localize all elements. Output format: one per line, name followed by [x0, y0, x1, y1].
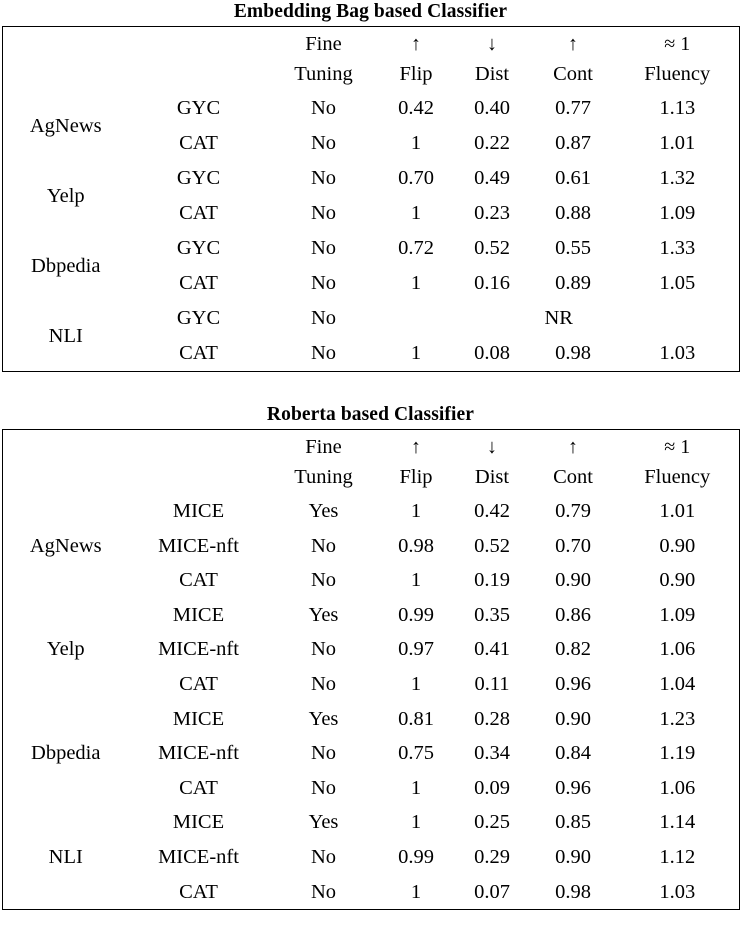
fine-tuning-cell: No — [310, 97, 337, 120]
fluency-value-cell: 1.03 — [659, 342, 696, 365]
column-header-fluency — [616, 27, 740, 92]
fluency-value-cell: 1.05 — [659, 272, 696, 295]
column-header-dataset — [3, 27, 129, 92]
cont-value-cell: 0.98 — [555, 342, 591, 365]
cont-value-cell: 0.86 — [555, 603, 591, 626]
fine-tuning-cell: No — [310, 237, 337, 260]
flip-value-cell: 0.81 — [398, 707, 434, 730]
column-header-cont — [531, 27, 616, 92]
method-cell: MICE-nft — [158, 638, 239, 661]
cont-value-cell: 0.88 — [555, 202, 591, 225]
flip-value-cell: 1 — [410, 342, 422, 365]
metric-header-stack — [379, 430, 454, 494]
dataset-cell: AgNews — [29, 114, 102, 137]
column-header-fluency — [616, 430, 740, 495]
metric-header-stack — [531, 430, 616, 494]
column-header-fine-tuning — [269, 27, 379, 92]
fine-tuning-header-stack — [269, 430, 379, 494]
fine-tuning-cell: No — [310, 569, 337, 592]
metric-header-label: Fluency — [644, 466, 711, 488]
fine-tuning-cell: No — [310, 638, 337, 661]
flip-value-cell: 0.99 — [398, 845, 434, 868]
fine-tuning-cell: Yes — [308, 500, 339, 523]
cont-value-cell: 0.98 — [555, 880, 591, 903]
column-header-cont — [531, 430, 616, 495]
fine-tuning-cell: Yes — [308, 811, 339, 834]
fine-tuning-cell: No — [310, 845, 337, 868]
dataset-cell: Yelp — [46, 638, 85, 661]
method-cell: GYC — [176, 307, 221, 330]
column-header-flip — [379, 27, 454, 92]
dist-value-cell: 0.49 — [474, 167, 510, 190]
fluency-value-cell: 0.90 — [659, 534, 696, 557]
method-cell: CAT — [179, 202, 218, 225]
dataset-cell: Yelp — [46, 184, 85, 207]
embedding-bag-table-title: Embedding Bag based Classifier — [233, 1, 508, 22]
fine-tuning-header-line2: Tuning — [294, 63, 353, 85]
cont-value-cell: 0.79 — [555, 500, 591, 523]
flip-value-cell: 1 — [410, 880, 422, 903]
fluency-value-cell: 1.03 — [659, 880, 696, 903]
dist-value-cell: 0.25 — [474, 811, 510, 834]
table-header-row — [3, 430, 740, 495]
flip-value-cell: 1 — [410, 132, 422, 155]
fine-tuning-cell: No — [310, 673, 337, 696]
column-header-dataset — [3, 430, 129, 495]
method-cell: CAT — [179, 272, 218, 295]
flip-value-cell: 0.75 — [398, 742, 434, 765]
method-cell: CAT — [179, 569, 218, 592]
dist-value-cell: 0.41 — [474, 638, 510, 661]
method-cell: GYC — [176, 97, 221, 120]
flip-value-cell: 1 — [410, 272, 422, 295]
cont-value-cell: 0.55 — [555, 237, 591, 260]
dist-value-cell: 0.28 — [474, 707, 510, 730]
fine-tuning-header-stack — [269, 27, 379, 91]
dist-value-cell: 0.52 — [474, 237, 510, 260]
cont-value-cell: 0.82 — [555, 638, 591, 661]
flip-value-cell: 1 — [410, 811, 422, 834]
fine-tuning-header-line2: Tuning — [294, 466, 353, 488]
dist-value-cell: 0.07 — [474, 880, 510, 903]
fine-tuning-cell: Yes — [308, 707, 339, 730]
fluency-value-cell: 1.04 — [659, 673, 696, 696]
dataset-cell: AgNews — [29, 534, 102, 557]
fine-tuning-cell: Yes — [308, 603, 339, 626]
table-row — [3, 702, 740, 737]
table-row — [3, 301, 740, 336]
dist-value-cell: 0.11 — [474, 673, 510, 696]
flip-value-cell: 0.70 — [398, 167, 434, 190]
metric-header-stack — [454, 27, 531, 91]
flip-value-cell: 0.42 — [398, 97, 434, 120]
dataset-cell: Dbpedia — [31, 254, 101, 277]
cont-value-cell: 0.84 — [555, 742, 591, 765]
fine-tuning-cell: No — [310, 776, 337, 799]
metric-direction-arrow-icon: ↑ — [568, 33, 578, 55]
table-header-row — [3, 27, 740, 92]
dist-value-cell: 0.22 — [474, 132, 510, 155]
cont-value-cell: 0.77 — [555, 97, 591, 120]
dist-value-cell: 0.34 — [474, 742, 510, 765]
fluency-value-cell: 1.09 — [659, 202, 696, 225]
metric-header-label: Flip — [399, 466, 433, 488]
metric-direction-arrow-icon: ≈ 1 — [664, 33, 691, 55]
method-cell: MICE — [172, 707, 225, 730]
cont-value-cell: 0.90 — [555, 707, 591, 730]
metric-direction-arrow-icon: ↑ — [568, 436, 578, 458]
fine-tuning-cell: No — [310, 342, 337, 365]
flip-value-cell: 0.98 — [398, 534, 434, 557]
table-row — [3, 231, 740, 266]
cont-value-cell: 0.89 — [555, 272, 591, 295]
fine-tuning-cell: No — [310, 132, 337, 155]
roberta-table-block — [0, 403, 741, 910]
fine-tuning-cell: No — [310, 167, 337, 190]
metric-header-stack — [616, 430, 740, 494]
fluency-value-cell: 1.13 — [659, 97, 696, 120]
column-header-flip — [379, 430, 454, 495]
flip-value-cell: 0.72 — [398, 237, 434, 260]
dist-value-cell: 0.42 — [474, 500, 510, 523]
roberta-table — [2, 429, 740, 910]
method-cell: CAT — [179, 673, 218, 696]
fluency-value-cell: 1.06 — [659, 776, 696, 799]
method-cell: MICE-nft — [158, 534, 239, 557]
fluency-value-cell: 1.23 — [659, 707, 696, 730]
fluency-value-cell: 0.90 — [659, 569, 696, 592]
column-header-dist — [454, 27, 531, 92]
dist-value-cell: 0.40 — [474, 97, 510, 120]
method-cell: CAT — [179, 880, 218, 903]
flip-value-cell: 1 — [410, 673, 422, 696]
table-row — [3, 598, 740, 633]
flip-value-cell: 1 — [410, 776, 422, 799]
dataset-cell: NLI — [48, 845, 83, 868]
column-header-method — [129, 430, 269, 495]
metric-direction-arrow-icon: ↑ — [411, 436, 421, 458]
metric-direction-arrow-icon: ↓ — [487, 436, 497, 458]
metric-direction-arrow-icon: ↑ — [411, 33, 421, 55]
dist-value-cell: 0.09 — [474, 776, 510, 799]
fine-tuning-cell: No — [310, 880, 337, 903]
metric-header-label: Cont — [553, 63, 593, 85]
cont-value-cell: 0.96 — [555, 673, 591, 696]
fluency-value-cell: 1.14 — [659, 811, 696, 834]
flip-value-cell: 1 — [410, 500, 422, 523]
not-reported-cell: NR — [544, 307, 573, 330]
dist-value-cell: 0.52 — [474, 534, 510, 557]
dist-value-cell: 0.29 — [474, 845, 510, 868]
fluency-value-cell: 1.19 — [659, 742, 696, 765]
method-cell: MICE-nft — [158, 742, 239, 765]
column-header-dist — [454, 430, 531, 495]
metric-header-label: Dist — [474, 466, 510, 488]
dist-value-cell: 0.16 — [474, 272, 510, 295]
metric-header-label: Fluency — [644, 63, 711, 85]
fluency-value-cell: 1.12 — [659, 845, 696, 868]
fine-tuning-cell: No — [310, 534, 337, 557]
metric-direction-arrow-icon: ↓ — [487, 33, 497, 55]
embedding-bag-table-block — [0, 0, 741, 372]
method-cell: MICE — [172, 500, 225, 523]
embedding-bag-table — [2, 26, 740, 372]
table-row — [3, 161, 740, 196]
metric-header-label: Cont — [553, 466, 593, 488]
fine-tuning-cell: No — [310, 272, 337, 295]
fluency-value-cell: 1.06 — [659, 638, 696, 661]
method-cell: CAT — [179, 776, 218, 799]
roberta-table-title: Roberta based Classifier — [266, 404, 475, 425]
fine-tuning-cell: No — [310, 202, 337, 225]
dist-value-cell: 0.35 — [474, 603, 510, 626]
table-body — [3, 27, 740, 372]
flip-value-cell: 1 — [410, 202, 422, 225]
cont-value-cell: 0.96 — [555, 776, 591, 799]
dataset-cell: NLI — [48, 324, 83, 347]
table-body — [3, 430, 740, 910]
column-header-method — [129, 27, 269, 92]
cont-value-cell: 0.90 — [555, 845, 591, 868]
metric-header-stack — [616, 27, 740, 91]
metric-header-label: Dist — [474, 63, 510, 85]
column-header-fine-tuning — [269, 430, 379, 495]
method-cell: MICE — [172, 811, 225, 834]
flip-value-cell: 1 — [410, 569, 422, 592]
metric-header-stack — [531, 27, 616, 91]
flip-value-cell: 0.97 — [398, 638, 434, 661]
fine-tuning-header-line1: Fine — [305, 33, 342, 55]
dist-value-cell: 0.19 — [474, 569, 510, 592]
metric-header-stack — [379, 27, 454, 91]
method-cell: MICE-nft — [158, 845, 239, 868]
fluency-value-cell: 1.32 — [659, 167, 696, 190]
metric-header-label: Flip — [399, 63, 433, 85]
fine-tuning-cell: No — [310, 742, 337, 765]
fluency-value-cell: 1.01 — [659, 500, 696, 523]
table-row — [3, 91, 740, 126]
fluency-value-cell: 1.33 — [659, 237, 696, 260]
fluency-value-cell: 1.01 — [659, 132, 696, 155]
method-cell: GYC — [176, 237, 221, 260]
fine-tuning-header-line1: Fine — [305, 436, 342, 458]
cont-value-cell: 0.61 — [555, 167, 591, 190]
fluency-value-cell: 1.09 — [659, 603, 696, 626]
cont-value-cell: 0.87 — [555, 132, 591, 155]
metric-direction-arrow-icon: ≈ 1 — [664, 436, 691, 458]
cont-value-cell: 0.85 — [555, 811, 591, 834]
fine-tuning-cell: No — [310, 307, 337, 330]
method-cell: MICE — [172, 603, 225, 626]
flip-value-cell: 0.99 — [398, 603, 434, 626]
method-cell: CAT — [179, 342, 218, 365]
dist-value-cell: 0.08 — [474, 342, 510, 365]
table-row — [3, 805, 740, 840]
cont-value-cell: 0.90 — [555, 569, 591, 592]
metric-header-stack — [454, 430, 531, 494]
method-cell: CAT — [179, 132, 218, 155]
dataset-cell: Dbpedia — [31, 742, 101, 765]
table-row — [3, 494, 740, 529]
cont-value-cell: 0.70 — [555, 534, 591, 557]
method-cell: GYC — [176, 167, 221, 190]
dist-value-cell: 0.23 — [474, 202, 510, 225]
